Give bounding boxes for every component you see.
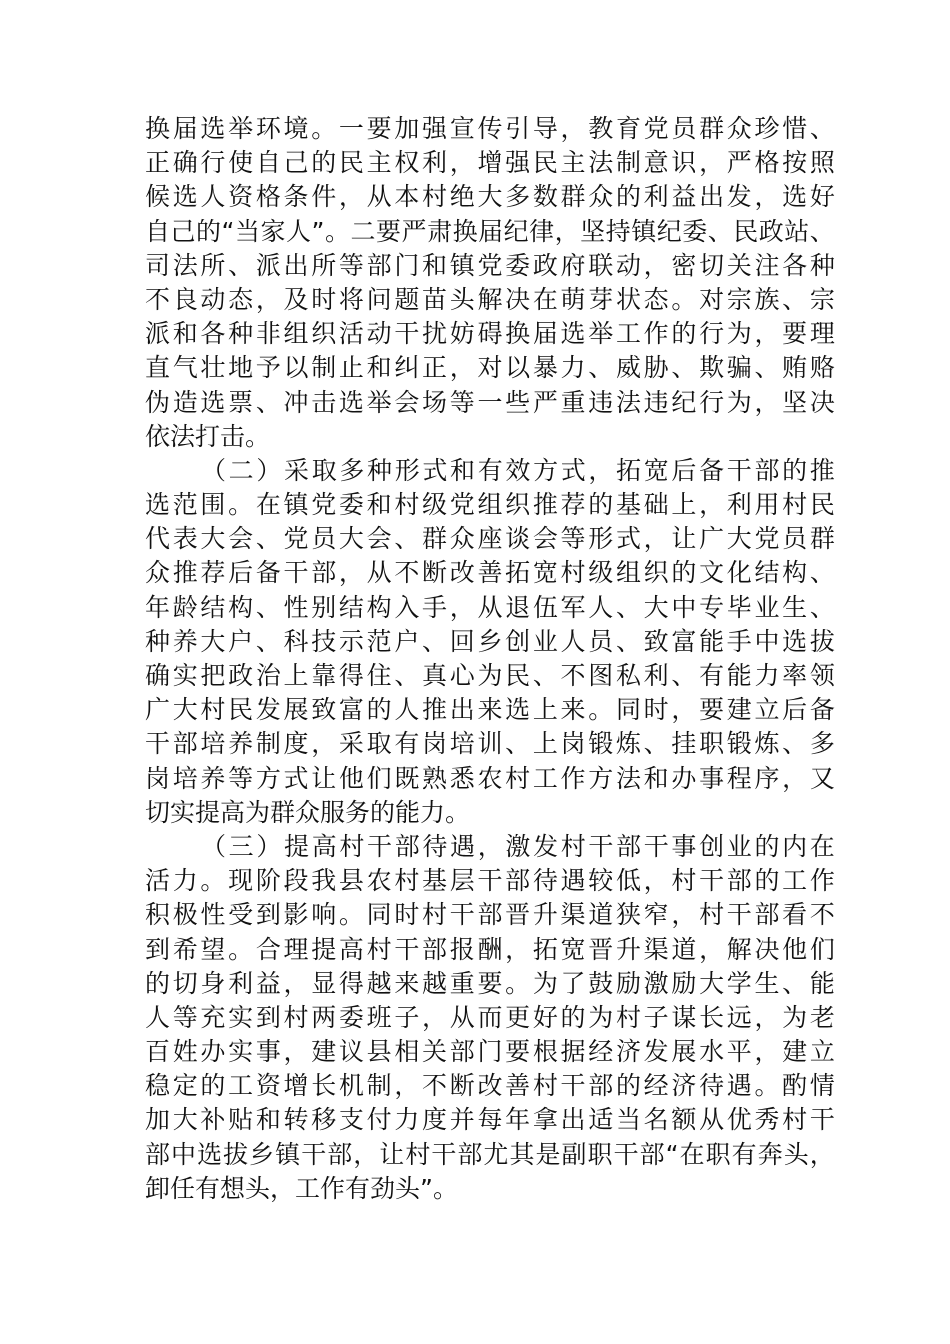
text-line: （ 二 ） 采 取 多 种 形 式 和 有 效 方 式 ， 拓 宽 后 备 干 部 的 推 [201,455,835,485]
text-line: 派 和 各 种 非 组 织 活 动 干 扰 妨 碍 换 届 选 举 工 作 的 行 为 ， 要 理 [145,319,835,349]
text-line: 依法打击。 [145,421,271,451]
text-line: 广 大 村 民 发 展 致 富 的 人 推 出 来 选 上 来 。 同 时 ， 要 建 立 后 备 [145,695,835,725]
text-line: 活 力 。 现 阶 段 我 县 农 村 基 层 干 部 待 遇 较 低 ， 村 干 部 的 工 作 [145,866,835,896]
text-line: 选 范 围 。 在 镇 党 委 和 村 级 党 组 织 推 荐 的 基 础 上 ， 利 用 村 民 [145,490,835,520]
body-text [145,112,835,1206]
text-line: 积 极 性 受 到 影 响 。 同 时 村 干 部 晋 升 渠 道 狭 窄 ， 村 干 部 看 不 [145,900,835,930]
text-line: 年 龄 结 构 、 性 别 结 构 入 手 ， 从 退 伍 军 人 、 大 中 专 毕 业 生 、 [145,592,835,622]
text-line: 确 实 把 政 治 上 靠 得 住 、 真 心 为 民 、 不 图 私 利 、 有 能 力 率 领 [145,661,835,690]
text-line: 候 选 人 资 格 条 件 ， 从 本 村 绝 大 多 数 群 众 的 利 益 出 发 ， 选 好 [145,182,835,212]
text-line: 切实提高为群众服务的能力。 [145,797,471,827]
text-line: 百 姓 办 实 事 ， 建 议 县 相 关 部 门 要 根 据 经 济 发 展 水 平 ， 建 立 [145,1037,835,1067]
text-line: 直 气 壮 地 予 以 制 止 和 纠 正 ， 对 以 暴 力 、 威 胁 、 欺 骗 、 贿 赂 [145,353,835,383]
text-line: 不 良 动 态 ， 及 时 将 问 题 苗 头 解 决 在 萌 芽 状 态 。 对 宗 族 、 宗 [145,284,835,314]
text-line: 的 切 身 利 益 ， 显 得 越 来 越 重 要 。 为 了 鼓 励 激 励 大 学 生 、 能 [145,968,835,998]
text-line: 正 确 行 使 自 己 的 民 主 权 利 ， 增 强 民 主 法 制 意 识 ， 严 格 按 照 [145,148,835,178]
paragraph [145,454,835,830]
text-line: 卸任有想头，工作有劲头”。 [145,1173,458,1203]
text-line: 岗 培 养 等 方 式 让 他 们 既 熟 悉 农 村 工 作 方 法 和 办 事 程 序 ， 又 [145,763,835,793]
text-line: 换 届 选 举 环 境 。 一 要 加 强 宣 传 引 导 ， 教 育 党 员 群 众 珍 惜 、 [145,114,835,143]
text-line: 自 己 的 “ 当 家 人 ” 。 二 要 严 肃 换 届 纪 律 ， 坚 持 镇 纪 委 、 民 政 站 、 [145,216,835,246]
text-line: 种 养 大 户 、 科 技 示 范 户 、 回 乡 创 业 人 员 、 致 富 能 手 中 选 拔 [145,626,835,656]
text-line: 稳 定 的 工 资 增 长 机 制 ， 不 断 改 善 村 干 部 的 经 济 待 遇 。 酌 情 [145,1071,835,1101]
text-line: 伪 造 选 票 、 冲 击 选 举 会 场 等 一 些 严 重 违 法 违 纪 行 为 ， 坚 决 [145,387,835,417]
paragraph [145,112,835,454]
text-line: 干 部 培 养 制 度 ， 采 取 有 岗 培 训 、 上 岗 锻 炼 、 挂 职 锻 炼 、 多 [145,729,835,759]
text-line: 加 大 补 贴 和 转 移 支 付 力 度 并 每 年 拿 出 适 当 名 额 从 优 秀 村 干 [145,1105,835,1135]
text-line: 到 希 望 。 合 理 提 高 村 干 部 报 酬 ， 拓 宽 晋 升 渠 道 ， 解 决 他 们 [145,934,835,964]
text-line: 人 等 充 实 到 村 两 委 班 子 ， 从 而 更 好 的 为 村 子 谋 长 远 ， 为 老 [145,1002,835,1032]
text-line: 众 推 荐 后 备 干 部 ， 从 不 断 改 善 拓 宽 村 级 组 织 的 文 化 结 构 、 [145,558,835,588]
text-line: 部 中 选 拔 乡 镇 干 部 ， 让 村 干 部 尤 其 是 副 职 干 部 “ 在 职 有 奔 头 ， [145,1139,835,1169]
text-line: 司 法 所 、 派 出 所 等 部 门 和 镇 党 委 政 府 联 动 ， 密 切 关 注 各 种 [145,250,835,280]
text-line: 代 表 大 会 、 党 员 大 会 、 群 众 座 谈 会 等 形 式 ， 让 广 大 党 员 群 [145,524,835,554]
paragraph [145,830,835,1206]
text-line: （ 三 ） 提 高 村 干 部 待 遇 ， 激 发 村 干 部 干 事 创 业 的 内 在 [201,831,835,861]
